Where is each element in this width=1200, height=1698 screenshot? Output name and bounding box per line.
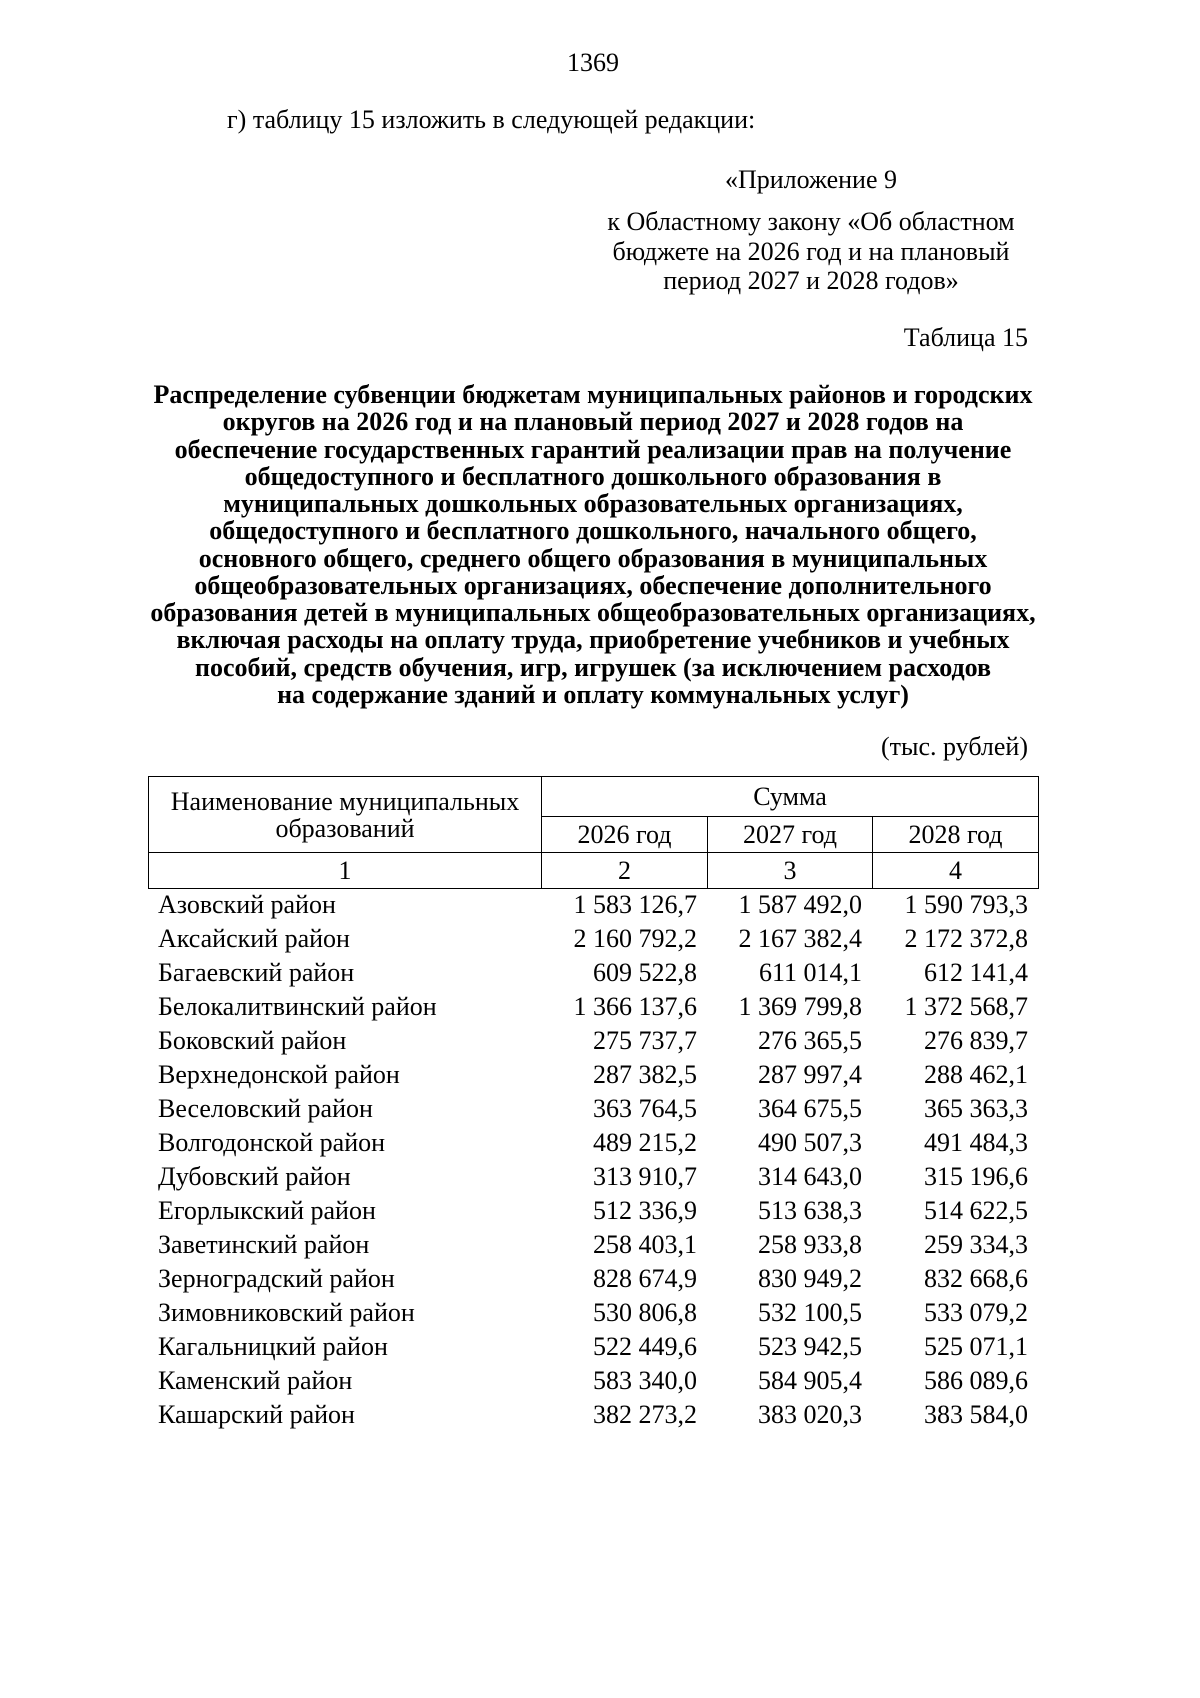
- table-row: [148, 1262, 1038, 1296]
- row-name: Зерноградский район: [158, 1264, 395, 1293]
- row-name: Волгодонской район: [158, 1128, 386, 1157]
- amendment-instruction: г) таблицу 15 изложить в следующей редакции:: [227, 105, 756, 134]
- row-value-2028: 514 622,5: [924, 1196, 1028, 1225]
- row-value-2026: 275 737,7: [593, 1026, 697, 1055]
- row-value-2028: 259 334,3: [924, 1230, 1028, 1259]
- row-value-2027: 1 587 492,0: [738, 890, 862, 919]
- table-row: [148, 922, 1038, 956]
- row-value-2027: 314 643,0: [758, 1162, 862, 1191]
- page-number: 1369: [567, 48, 619, 77]
- row-name: Зимовниковский район: [158, 1298, 415, 1327]
- row-name: Азовский район: [158, 890, 336, 919]
- row-name: Кагальницкий район: [158, 1332, 388, 1361]
- row-value-2028: 491 484,3: [924, 1128, 1028, 1157]
- appendix-label: «Приложение 9: [724, 165, 898, 194]
- title-line: общеобразовательных организациях, обеспечение дополнительного: [194, 570, 992, 600]
- title-line: включая расходы на оплату труда, приобретение учебников и учебных: [176, 625, 1010, 655]
- header-year-2027: 2027 год: [708, 817, 873, 853]
- row-value-2027: 532 100,5: [758, 1298, 862, 1327]
- row-value-2028: 276 839,7: [924, 1026, 1028, 1055]
- table-title: [118, 381, 1068, 708]
- title-line: общедоступного и бесплатного дошкольного образования в: [244, 461, 942, 491]
- row-value-2027: 383 020,3: [758, 1400, 862, 1429]
- table-row: [148, 888, 1038, 922]
- column-number: 1: [149, 853, 542, 889]
- row-name: Заветинский район: [158, 1230, 370, 1259]
- row-value-2026: 382 273,2: [593, 1400, 697, 1429]
- row-value-2026: 530 806,8: [593, 1298, 697, 1327]
- row-name: Верхнедонской район: [158, 1060, 400, 1089]
- row-value-2027: 513 638,3: [758, 1196, 862, 1225]
- appendix-reference: [561, 207, 1061, 296]
- row-value-2027: 258 933,8: [758, 1230, 862, 1259]
- row-value-2026: 512 336,9: [593, 1196, 697, 1225]
- table-row: [148, 1398, 1038, 1432]
- header-row: [149, 777, 1039, 817]
- row-name: Багаевский район: [158, 958, 355, 987]
- row-value-2027: 2 167 382,4: [738, 924, 862, 953]
- title-line: на содержание зданий и оплату коммунальных услуг): [277, 679, 909, 709]
- appendix-line: период 2027 и 2028 годов»: [663, 266, 959, 295]
- column-number: 3: [708, 853, 873, 889]
- table-row: [148, 1160, 1038, 1194]
- table-row: [148, 1228, 1038, 1262]
- table-row: [148, 1194, 1038, 1228]
- header-year-2028: 2028 год: [873, 817, 1039, 853]
- row-value-2026: 363 764,5: [593, 1094, 697, 1123]
- row-value-2028: 1 590 793,3: [904, 890, 1028, 919]
- row-value-2026: 609 522,8: [593, 958, 697, 987]
- row-value-2026: 522 449,6: [593, 1332, 697, 1361]
- row-value-2026: 2 160 792,2: [573, 924, 697, 953]
- row-value-2026: 1 583 126,7: [573, 890, 697, 919]
- row-name: Боковский район: [158, 1026, 347, 1055]
- title-line: основного общего, среднего общего образования в муниципальных: [198, 543, 988, 573]
- appendix-line: к Областному закону «Об областном: [607, 207, 1015, 236]
- title-line: муниципальных дошкольных образовательных организациях,: [223, 489, 963, 519]
- row-value-2026: 313 910,7: [593, 1162, 697, 1191]
- header-name-column: Наименование муниципальных образований: [149, 777, 542, 853]
- row-value-2028: 533 079,2: [924, 1298, 1028, 1327]
- row-value-2028: 1 372 568,7: [904, 992, 1028, 1021]
- table-row: [148, 1024, 1038, 1058]
- table-label: Таблица 15: [903, 323, 1028, 352]
- row-name: Егорлыкский район: [158, 1196, 376, 1225]
- header-sum: Сумма: [542, 777, 1039, 817]
- table-row: [148, 990, 1038, 1024]
- row-value-2028: 612 141,4: [924, 958, 1028, 987]
- row-value-2027: 523 942,5: [758, 1332, 862, 1361]
- row-value-2028: 288 462,1: [924, 1060, 1028, 1089]
- table-row: [148, 1364, 1038, 1398]
- row-value-2028: 365 363,3: [924, 1094, 1028, 1123]
- row-value-2028: 2 172 372,8: [904, 924, 1028, 953]
- table-row: [148, 1058, 1038, 1092]
- row-name: Белокалитвинский район: [158, 992, 437, 1021]
- column-number: 4: [873, 853, 1039, 889]
- row-name: Кашарский район: [158, 1400, 355, 1429]
- row-value-2027: 584 905,4: [758, 1366, 862, 1395]
- row-value-2027: 611 014,1: [758, 958, 862, 987]
- row-value-2026: 583 340,0: [593, 1366, 697, 1395]
- title-line: обеспечение государственных гарантий реализации прав на получение: [174, 434, 1012, 464]
- title-line: пособий, средств обучения, игр, игрушек (за исключением расходов: [195, 652, 991, 682]
- data-table: [148, 888, 1038, 1432]
- table-row: [148, 1092, 1038, 1126]
- row-value-2028: 832 668,6: [924, 1264, 1028, 1293]
- column-numbers-row: [149, 853, 1039, 889]
- row-value-2027: 364 675,5: [758, 1094, 862, 1123]
- header-year-2026: 2026 год: [542, 817, 708, 853]
- row-name: Аксайский район: [158, 924, 350, 953]
- row-value-2028: 525 071,1: [924, 1332, 1028, 1361]
- row-value-2027: 490 507,3: [758, 1128, 862, 1157]
- title-line: образования детей в муниципальных общеобразовательных организациях,: [150, 598, 1036, 628]
- row-value-2028: 586 089,6: [924, 1366, 1028, 1395]
- row-value-2027: 1 369 799,8: [738, 992, 862, 1021]
- row-value-2027: 276 365,5: [758, 1026, 862, 1055]
- row-name: Дубовский район: [158, 1162, 351, 1191]
- row-value-2026: 489 215,2: [593, 1128, 697, 1157]
- row-value-2026: 258 403,1: [593, 1230, 697, 1259]
- table-header: [148, 776, 1039, 889]
- appendix-line: бюджете на 2026 год и на плановый: [612, 236, 1010, 266]
- row-value-2027: 287 997,4: [758, 1060, 862, 1089]
- row-value-2028: 383 584,0: [924, 1400, 1028, 1429]
- row-value-2026: 287 382,5: [593, 1060, 697, 1089]
- table-row: [148, 1330, 1038, 1364]
- row-value-2026: 1 366 137,6: [573, 992, 697, 1021]
- title-line: округов на 2026 год и на плановый период 2027 и 2028 годов на: [222, 407, 964, 437]
- row-name: Каменский район: [158, 1366, 353, 1395]
- title-line: Распределение субвенции бюджетам муниципальных районов и городских: [153, 380, 1033, 409]
- row-name: Веселовский район: [158, 1094, 373, 1123]
- units-label: (тыс. рублей): [880, 732, 1028, 761]
- column-number: 2: [542, 853, 708, 889]
- row-value-2026: 828 674,9: [593, 1264, 697, 1293]
- title-line: общедоступного и бесплатного дошкольного, начального общего,: [209, 516, 977, 546]
- table-row: [148, 1296, 1038, 1330]
- row-value-2028: 315 196,6: [924, 1162, 1028, 1191]
- table-row: [148, 1126, 1038, 1160]
- table-row: [148, 956, 1038, 990]
- row-value-2027: 830 949,2: [758, 1264, 862, 1293]
